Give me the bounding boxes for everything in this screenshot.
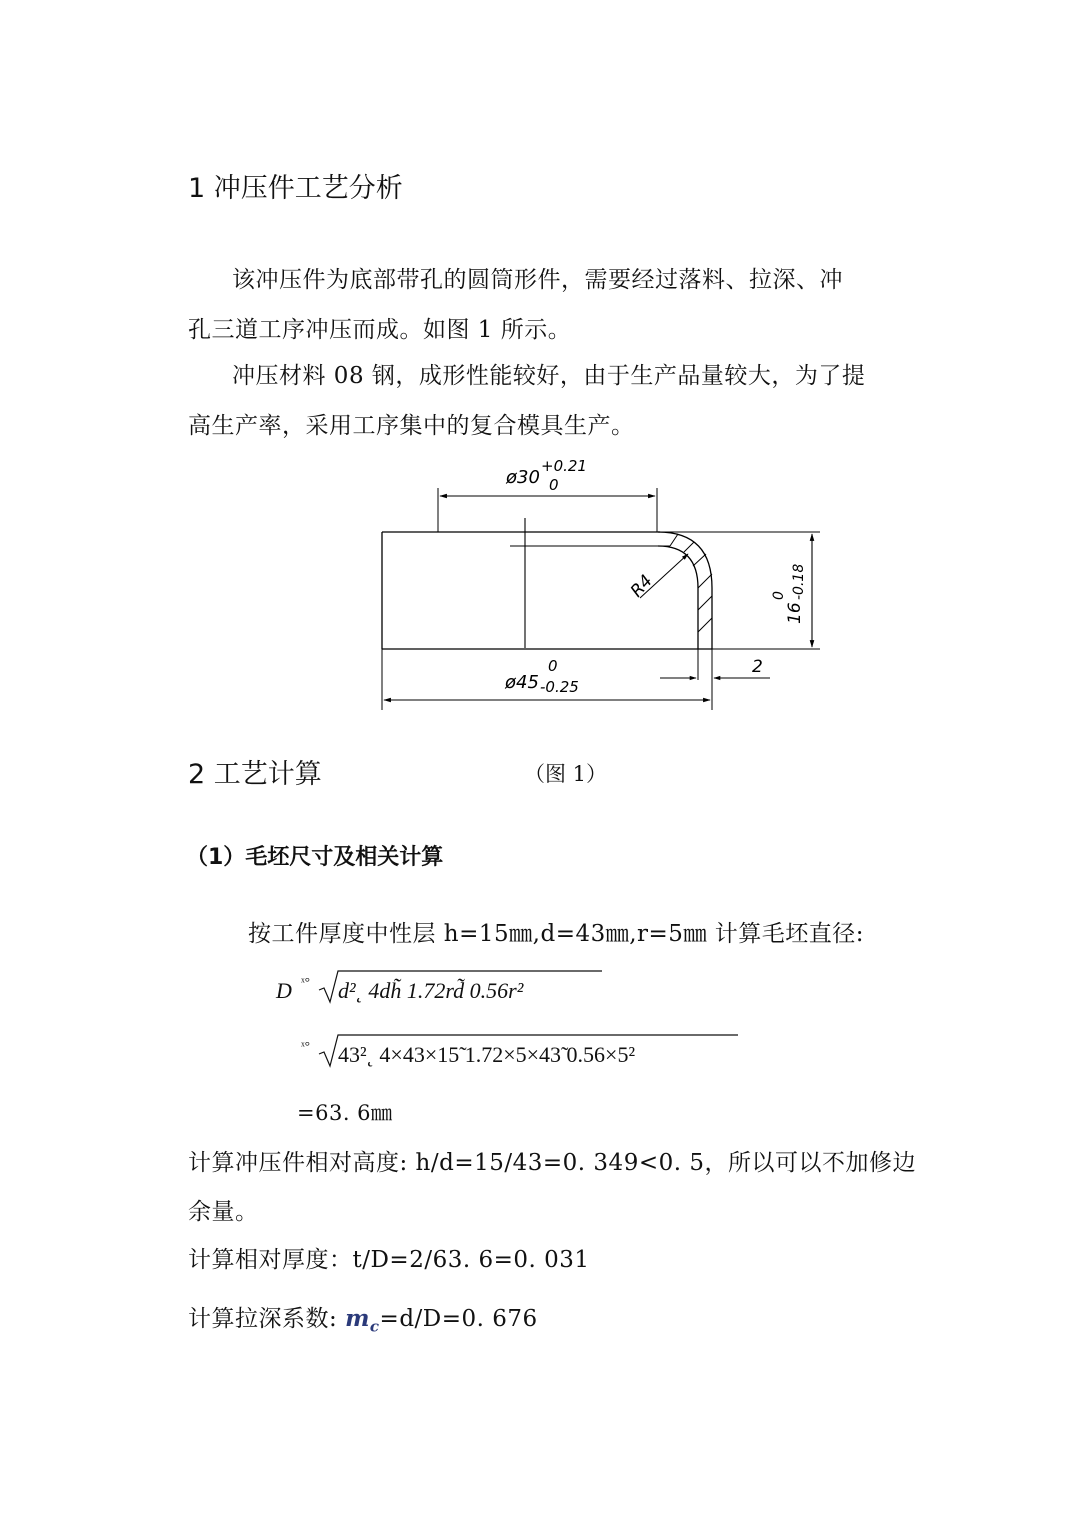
figure-caption: （图 1） (524, 762, 608, 786)
draw-ratio-line (188, 1300, 538, 1336)
mc-symbol-m: m (345, 1305, 370, 1332)
para2-line2: 高生产率，采用工序集中的复合模具生产。 (188, 413, 635, 439)
mc-symbol (345, 1305, 380, 1336)
mc-symbol-sub: c (369, 1317, 380, 1336)
para1-line1: 该冲压件为底部带孔的圆筒形件，需要经过落料、拉深、冲 (232, 267, 843, 293)
dim-thickness-label: 2 (752, 657, 763, 677)
formula-eq1-prefix: ˣ° (301, 974, 310, 989)
dim-bottom-lower: -0.25 (540, 678, 579, 696)
intro-line: 按工件厚度中性层 h=15㎜,d=43㎜,r=5㎜ 计算毛坯直径: (248, 921, 865, 947)
dim-height-label: 16 (785, 602, 805, 624)
dim-top-label: ø30 (506, 467, 540, 488)
draw-ratio-prefix: 计算拉深系数: (188, 1306, 346, 1332)
relative-thickness-line: 计算相对厚度：t/D=2/63. 6=0. 031 (188, 1247, 590, 1273)
draw-ratio-suffix: =d/D=0. 676 (379, 1306, 538, 1332)
formula-eq1-body: d²˛ 4dh̃ 1.72rd̃ 0.56r² (338, 978, 524, 1003)
radius-label: R4 (626, 571, 657, 602)
section2-title: 2 工艺计算 (188, 759, 322, 790)
formula-eq2-body: 43²˛ 4×43×15̃ 1.72×5×43̃ 0.56×5² (338, 1042, 636, 1067)
formula-eq2-prefix: ˣ° (301, 1038, 310, 1053)
relative-height-line2: 余量。 (188, 1199, 259, 1225)
figure-1-drawing (370, 448, 840, 718)
section1-title: 1 冲压件工艺分析 (188, 173, 403, 204)
formula-result: =63. 6㎜ (297, 1101, 393, 1125)
subsection-1-title: （1）毛坯尺寸及相关计算 (186, 845, 444, 870)
para2-line1: 冲压材料 08 钢，成形性能较好，由于生产品量较大，为了提 (232, 363, 866, 389)
dim-bottom-upper: 0 (548, 657, 558, 675)
dim-height-lower: -0.18 (791, 563, 807, 600)
formula-D-symbol: D (276, 978, 292, 1003)
dim-top-lower: 0 (549, 476, 559, 494)
dim-top-upper: +0.21 (541, 457, 587, 475)
dim-bottom-label: ø45 (505, 672, 539, 693)
relative-height-line1: 计算冲压件相对高度: h/d=15/43=0. 349<0. 5，所以可以不加修边 (188, 1150, 916, 1176)
para1-line2: 孔三道工序冲压而成。如图 1 所示。 (188, 317, 572, 343)
dim-height-upper: 0 (771, 591, 787, 600)
